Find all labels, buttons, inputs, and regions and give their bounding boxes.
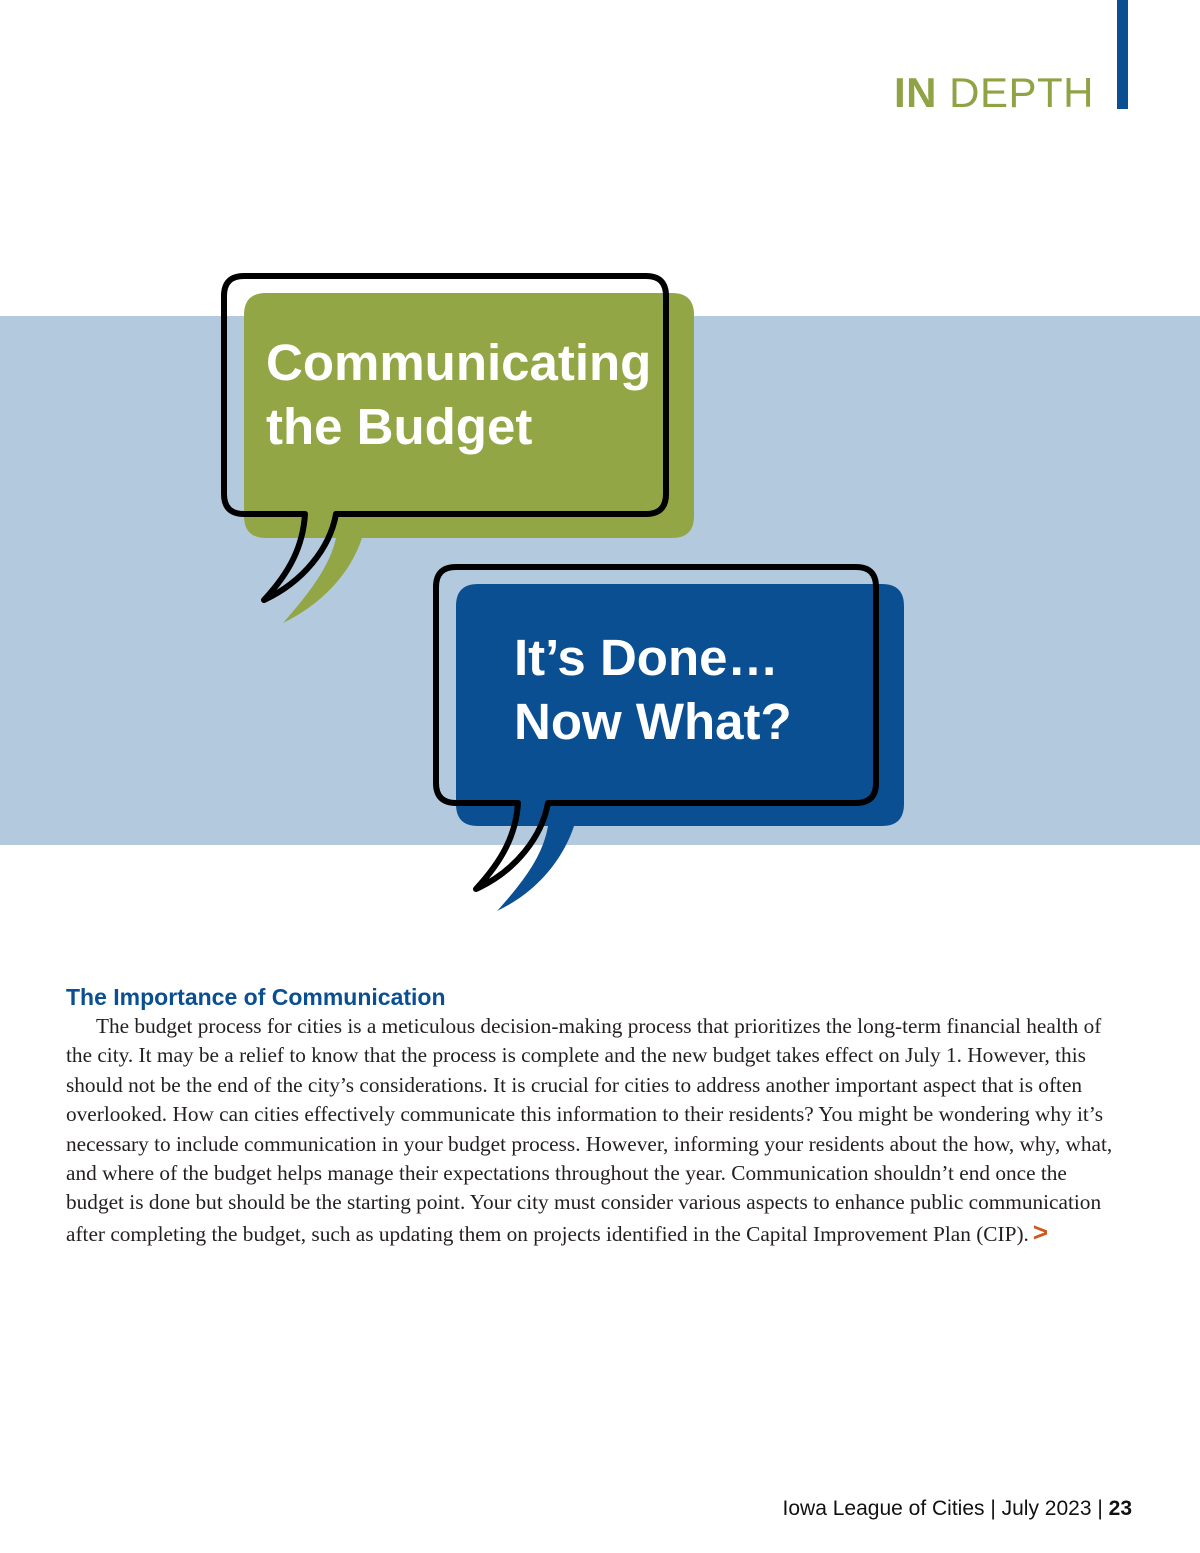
bubble-primary-line2: the Budget	[266, 398, 533, 455]
continue-arrow-icon: >	[1032, 1216, 1049, 1247]
article-body	[66, 1012, 1126, 1249]
bubble-secondary-line2: Now What?	[514, 693, 792, 750]
article-heading: The Importance of Communication	[66, 984, 446, 1010]
bubble-secondary-line1: It’s Done…	[514, 629, 779, 686]
section-label-strong: IN	[893, 69, 937, 116]
bubble-primary-text	[266, 331, 651, 459]
article-body-text: The budget process for cities is a meticulous decision-making process that prioritizes the long-term financial health of the city. It may be a relief to know that the process is complete and the new budget takes effect on July 1. However, this should not be the end of the city’s considerations. It is crucial for cities to address another important aspect that is often overlooked. How can cities effectively communicate this information to their residents? You might be wondering why it’s necessary to include communication in your budget process. However, informing your residents about the how, why, what, and where of the budget helps manage their expectations throughout the year. Communication shouldn’t end once the budget is done but should be the starting point. Your city must consider various aspects to enhance public communication after completing the budget, such as updating them on projects identified in the Capital Improvement Plan (CIP).	[66, 1014, 1113, 1246]
article	[66, 982, 1126, 1249]
page-number: 23	[1108, 1497, 1132, 1520]
footer-publication: Iowa League of Cities | July 2023 |	[782, 1497, 1109, 1520]
bubble-primary-line1: Communicating	[266, 334, 652, 391]
bubble-secondary-text	[514, 626, 792, 754]
page-footer	[783, 1497, 1132, 1521]
section-label-rest: DEPTH	[936, 69, 1094, 116]
